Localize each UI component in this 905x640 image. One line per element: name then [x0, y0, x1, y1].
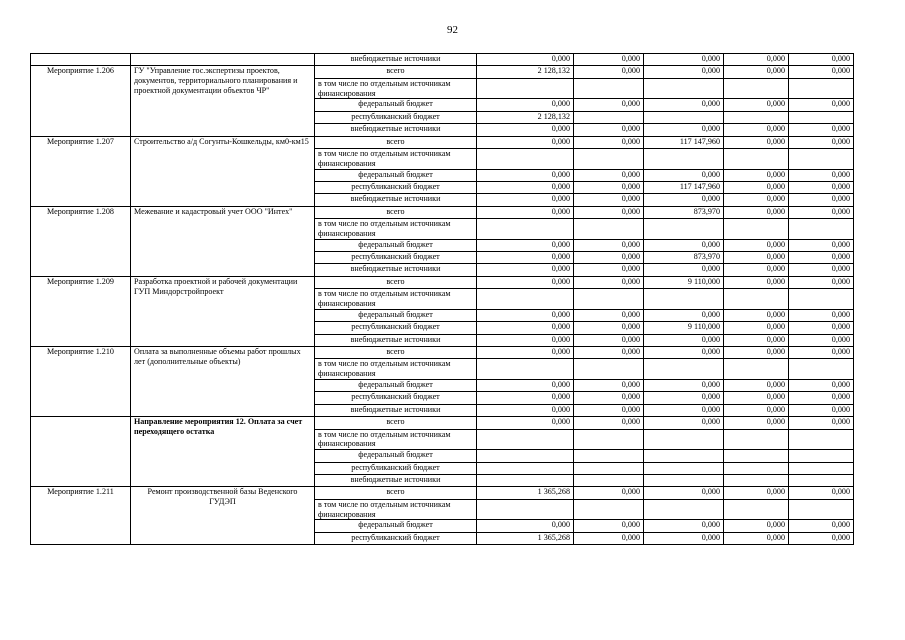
amount-cell: 0,000 [724, 404, 789, 416]
page-number: 92 [447, 24, 458, 36]
amount-cell: 0,000 [574, 264, 644, 276]
amount-cell [724, 499, 789, 520]
funding-source-cell: в том числе по отдельным источникам финансирования [315, 78, 477, 99]
amount-cell: 0,000 [789, 169, 854, 181]
funding-source-cell: республиканский бюджет [315, 252, 477, 264]
amount-cell [724, 219, 789, 240]
amount-cell [724, 148, 789, 169]
amount-cell: 0,000 [724, 136, 789, 148]
amount-cell: 0,000 [574, 181, 644, 193]
funding-source-cell: внебюджетные источники [315, 474, 477, 486]
amount-cell: 0,000 [724, 206, 789, 218]
amount-cell: 2 128,132 [477, 111, 574, 123]
measure-description-cell [131, 54, 315, 66]
amount-cell: 0,000 [574, 194, 644, 206]
amount-cell: 0,000 [574, 99, 644, 111]
budget-table [30, 53, 854, 545]
amount-cell [789, 474, 854, 486]
amount-cell: 0,000 [724, 194, 789, 206]
amount-cell: 0,000 [574, 404, 644, 416]
funding-source-cell: федеральный бюджет [315, 380, 477, 392]
funding-source-cell: в том числе по отдельным источникам финансирования [315, 219, 477, 240]
amount-cell: 0,000 [574, 54, 644, 66]
amount-cell [789, 289, 854, 310]
amount-cell [644, 78, 724, 99]
amount-cell: 0,000 [724, 169, 789, 181]
amount-cell: 9 110,000 [644, 276, 724, 288]
amount-cell: 0,000 [789, 520, 854, 532]
amount-cell [644, 111, 724, 123]
measure-number-cell: Мероприятие 1.207 [31, 136, 131, 206]
amount-cell: 0,000 [644, 124, 724, 136]
funding-source-cell: федеральный бюджет [315, 309, 477, 321]
funding-source-cell: федеральный бюджет [315, 239, 477, 251]
amount-cell [574, 148, 644, 169]
measure-number-cell: Мероприятие 1.206 [31, 66, 131, 136]
amount-cell: 0,000 [644, 380, 724, 392]
table-row [31, 206, 854, 218]
amount-cell [724, 462, 789, 474]
amount-cell [644, 219, 724, 240]
amount-cell: 0,000 [789, 181, 854, 193]
amount-cell: 0,000 [789, 54, 854, 66]
amount-cell: 0,000 [644, 347, 724, 359]
amount-cell: 0,000 [644, 264, 724, 276]
amount-cell: 0,000 [789, 392, 854, 404]
amount-cell: 0,000 [724, 181, 789, 193]
amount-cell: 0,000 [574, 532, 644, 544]
amount-cell [789, 219, 854, 240]
amount-cell: 0,000 [574, 239, 644, 251]
amount-cell: 0,000 [477, 169, 574, 181]
amount-cell: 0,000 [477, 54, 574, 66]
measure-description-cell: Разработка проектной и рабочей документации ГУП Миндорстройпроект [131, 276, 315, 346]
amount-cell [789, 359, 854, 380]
table-row [31, 347, 854, 359]
amount-cell: 0,000 [724, 380, 789, 392]
amount-cell: 0,000 [477, 309, 574, 321]
amount-cell: 0,000 [789, 252, 854, 264]
amount-cell [789, 111, 854, 123]
amount-cell: 0,000 [789, 124, 854, 136]
amount-cell [574, 78, 644, 99]
amount-cell: 0,000 [724, 309, 789, 321]
amount-cell: 0,000 [789, 380, 854, 392]
measure-number-cell [31, 417, 131, 487]
amount-cell: 0,000 [574, 520, 644, 532]
amount-cell [477, 499, 574, 520]
amount-cell: 0,000 [644, 239, 724, 251]
funding-source-cell: республиканский бюджет [315, 392, 477, 404]
amount-cell: 0,000 [477, 181, 574, 193]
amount-cell: 0,000 [574, 136, 644, 148]
table-row [31, 136, 854, 148]
amount-cell: 1 365,268 [477, 487, 574, 499]
measure-description-cell: ГУ "Управление гос.экспертизы проектов, документов, территориального планирования и проектной документации объектов ЧР" [131, 66, 315, 136]
amount-cell: 0,000 [574, 380, 644, 392]
amount-cell [477, 219, 574, 240]
amount-cell: 0,000 [724, 99, 789, 111]
funding-source-cell: республиканский бюджет [315, 462, 477, 474]
measure-number-cell: Мероприятие 1.211 [31, 487, 131, 545]
amount-cell: 873,970 [644, 252, 724, 264]
amount-cell: 0,000 [789, 99, 854, 111]
measure-number-cell: Мероприятие 1.210 [31, 347, 131, 417]
amount-cell: 0,000 [644, 520, 724, 532]
amount-cell: 117 147,960 [644, 181, 724, 193]
amount-cell: 0,000 [477, 347, 574, 359]
amount-cell: 0,000 [724, 487, 789, 499]
amount-cell: 0,000 [724, 66, 789, 78]
amount-cell: 2 128,132 [477, 66, 574, 78]
amount-cell: 0,000 [644, 169, 724, 181]
amount-cell: 0,000 [644, 487, 724, 499]
amount-cell [644, 289, 724, 310]
amount-cell: 0,000 [477, 206, 574, 218]
amount-cell: 0,000 [789, 347, 854, 359]
funding-source-cell: внебюджетные источники [315, 124, 477, 136]
amount-cell: 0,000 [574, 334, 644, 346]
amount-cell: 117 147,960 [644, 136, 724, 148]
amount-cell [574, 450, 644, 462]
amount-cell: 0,000 [724, 347, 789, 359]
amount-cell [477, 450, 574, 462]
amount-cell: 0,000 [644, 309, 724, 321]
funding-source-cell: федеральный бюджет [315, 99, 477, 111]
funding-source-cell: в том числе по отдельным источникам финансирования [315, 429, 477, 450]
amount-cell: 0,000 [644, 66, 724, 78]
amount-cell [724, 289, 789, 310]
table-row [31, 54, 854, 66]
funding-source-cell: внебюджетные источники [315, 264, 477, 276]
amount-cell [644, 359, 724, 380]
funding-source-cell: внебюджетные источники [315, 54, 477, 66]
amount-cell: 0,000 [789, 276, 854, 288]
amount-cell: 0,000 [574, 276, 644, 288]
measure-description-cell: Строительство а/д Согунты-Кошкельды, км0-км15 [131, 136, 315, 206]
amount-cell [477, 148, 574, 169]
amount-cell [644, 474, 724, 486]
funding-source-cell: федеральный бюджет [315, 450, 477, 462]
amount-cell: 1 365,268 [477, 532, 574, 544]
amount-cell: 0,000 [789, 334, 854, 346]
amount-cell: 0,000 [477, 239, 574, 251]
measure-description-cell: Оплата за выполненные объемы работ прошлых лет (дополнительные объекты) [131, 347, 315, 417]
amount-cell [789, 499, 854, 520]
amount-cell [574, 429, 644, 450]
amount-cell: 0,000 [574, 309, 644, 321]
amount-cell [724, 429, 789, 450]
amount-cell: 0,000 [574, 169, 644, 181]
amount-cell: 0,000 [724, 532, 789, 544]
table-row [31, 66, 854, 78]
amount-cell: 0,000 [789, 487, 854, 499]
funding-source-cell: в том числе по отдельным источникам финансирования [315, 359, 477, 380]
funding-source-cell: всего [315, 136, 477, 148]
amount-cell: 0,000 [644, 334, 724, 346]
measure-number-cell: Мероприятие 1.209 [31, 276, 131, 346]
amount-cell [724, 78, 789, 99]
funding-source-cell: республиканский бюджет [315, 532, 477, 544]
funding-source-cell: всего [315, 206, 477, 218]
amount-cell: 0,000 [724, 124, 789, 136]
amount-cell [574, 462, 644, 474]
amount-cell: 0,000 [477, 99, 574, 111]
amount-cell [724, 111, 789, 123]
amount-cell: 0,000 [574, 66, 644, 78]
amount-cell: 0,000 [477, 417, 574, 429]
amount-cell: 0,000 [724, 392, 789, 404]
funding-source-cell: федеральный бюджет [315, 520, 477, 532]
amount-cell [789, 429, 854, 450]
table-row [31, 487, 854, 499]
amount-cell [574, 499, 644, 520]
table-row [31, 276, 854, 288]
amount-cell [477, 78, 574, 99]
amount-cell: 0,000 [574, 392, 644, 404]
amount-cell: 0,000 [644, 54, 724, 66]
amount-cell: 0,000 [724, 264, 789, 276]
measure-number-cell [31, 54, 131, 66]
amount-cell: 0,000 [574, 206, 644, 218]
amount-cell: 0,000 [477, 276, 574, 288]
amount-cell: 0,000 [724, 252, 789, 264]
amount-cell: 0,000 [477, 520, 574, 532]
amount-cell [477, 359, 574, 380]
amount-cell: 0,000 [477, 264, 574, 276]
funding-source-cell: всего [315, 417, 477, 429]
amount-cell: 0,000 [724, 417, 789, 429]
table-row [31, 417, 854, 429]
funding-source-cell: республиканский бюджет [315, 111, 477, 123]
funding-source-cell: в том числе по отдельным источникам финансирования [315, 148, 477, 169]
amount-cell: 0,000 [477, 194, 574, 206]
amount-cell: 0,000 [574, 124, 644, 136]
amount-cell [644, 462, 724, 474]
amount-cell: 0,000 [574, 252, 644, 264]
amount-cell: 0,000 [574, 347, 644, 359]
amount-cell [644, 429, 724, 450]
amount-cell: 0,000 [477, 380, 574, 392]
amount-cell: 0,000 [789, 309, 854, 321]
funding-source-cell: в том числе по отдельным источникам финансирования [315, 499, 477, 520]
amount-cell: 0,000 [724, 54, 789, 66]
amount-cell: 0,000 [789, 417, 854, 429]
amount-cell [789, 148, 854, 169]
amount-cell [477, 462, 574, 474]
amount-cell: 0,000 [724, 322, 789, 334]
amount-cell: 0,000 [644, 417, 724, 429]
amount-cell: 0,000 [724, 276, 789, 288]
amount-cell: 0,000 [644, 194, 724, 206]
amount-cell: 0,000 [644, 99, 724, 111]
amount-cell: 873,970 [644, 206, 724, 218]
amount-cell: 0,000 [789, 206, 854, 218]
amount-cell: 0,000 [789, 66, 854, 78]
amount-cell: 0,000 [574, 417, 644, 429]
amount-cell: 0,000 [477, 404, 574, 416]
amount-cell: 0,000 [789, 264, 854, 276]
amount-cell [574, 219, 644, 240]
measure-number-cell: Мероприятие 1.208 [31, 206, 131, 276]
funding-source-cell: республиканский бюджет [315, 181, 477, 193]
amount-cell: 0,000 [644, 392, 724, 404]
amount-cell [724, 474, 789, 486]
funding-source-cell: всего [315, 66, 477, 78]
funding-source-cell: внебюджетные источники [315, 334, 477, 346]
amount-cell: 0,000 [789, 404, 854, 416]
funding-source-cell: всего [315, 276, 477, 288]
funding-source-cell: республиканский бюджет [315, 322, 477, 334]
funding-source-cell: в том числе по отдельным источникам финансирования [315, 289, 477, 310]
amount-cell [574, 359, 644, 380]
amount-cell [644, 499, 724, 520]
amount-cell [644, 450, 724, 462]
amount-cell: 0,000 [644, 532, 724, 544]
amount-cell: 0,000 [477, 334, 574, 346]
amount-cell [574, 289, 644, 310]
amount-cell: 0,000 [789, 532, 854, 544]
amount-cell: 0,000 [477, 124, 574, 136]
amount-cell: 0,000 [477, 392, 574, 404]
amount-cell [789, 462, 854, 474]
amount-cell: 0,000 [477, 136, 574, 148]
funding-source-cell: внебюджетные источники [315, 194, 477, 206]
amount-cell: 0,000 [789, 322, 854, 334]
amount-cell [477, 429, 574, 450]
amount-cell: 0,000 [724, 334, 789, 346]
funding-source-cell: всего [315, 487, 477, 499]
funding-source-cell: всего [315, 347, 477, 359]
amount-cell: 0,000 [724, 239, 789, 251]
amount-cell: 0,000 [644, 404, 724, 416]
amount-cell: 0,000 [574, 487, 644, 499]
funding-source-cell: внебюджетные источники [315, 404, 477, 416]
amount-cell: 0,000 [477, 252, 574, 264]
amount-cell [477, 474, 574, 486]
amount-cell: 0,000 [574, 322, 644, 334]
amount-cell [789, 78, 854, 99]
amount-cell [574, 474, 644, 486]
amount-cell: 0,000 [477, 322, 574, 334]
amount-cell [477, 289, 574, 310]
amount-cell [724, 359, 789, 380]
amount-cell [644, 148, 724, 169]
measure-description-cell: Межевание и кадастровый учет ООО "Интех" [131, 206, 315, 276]
amount-cell: 0,000 [789, 194, 854, 206]
measure-description-cell: Направление мероприятия 12. Оплата за счет переходящего остатка [131, 417, 315, 487]
measure-description-cell: Ремонт производственной базы Веденского ГУДЭП [131, 487, 315, 545]
amount-cell [789, 450, 854, 462]
amount-cell: 9 110,000 [644, 322, 724, 334]
amount-cell [724, 450, 789, 462]
amount-cell: 0,000 [789, 239, 854, 251]
funding-source-cell: федеральный бюджет [315, 169, 477, 181]
amount-cell: 0,000 [724, 520, 789, 532]
amount-cell: 0,000 [789, 136, 854, 148]
amount-cell [574, 111, 644, 123]
